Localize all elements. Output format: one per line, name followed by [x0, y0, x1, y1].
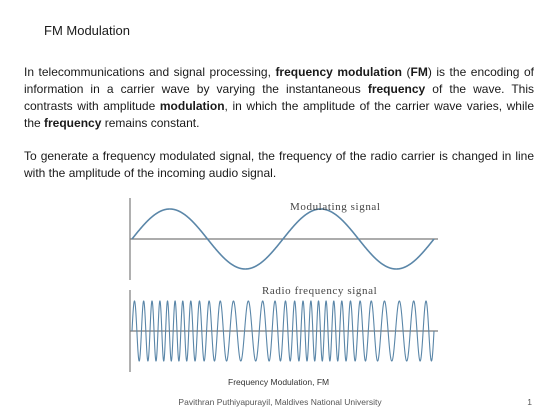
paragraph-text: remains constant. [101, 116, 200, 130]
figure-caption: Frequency Modulation, FM [228, 377, 330, 387]
footer-author: Pavithran Puthiyapurayil, Maldives National University [178, 397, 382, 407]
page-number: 1 [527, 397, 532, 407]
paragraph-text: of the wave. This contrasts with amplitude [24, 82, 534, 113]
slide-title: FM Modulation [44, 23, 130, 38]
fm-diagram-svg [128, 196, 442, 391]
bold-term: FM [410, 65, 428, 79]
paragraph-text: ) is the encoding of information in a carrier wave by varying the instantaneous [24, 65, 535, 96]
bold-term: frequency [44, 116, 102, 130]
paragraph-text: ( [401, 65, 411, 79]
paragraph-fm-definition [24, 64, 534, 132]
modulating-signal-label: Modulating signal [290, 201, 381, 213]
fm-diagram [128, 196, 442, 391]
radio-frequency-signal-label: Radio frequency signal [262, 285, 378, 297]
paragraph-fm-generation: To generate a frequency modulated signal, the frequency of the radio carrier is changed in line with the amplitude of the incoming audio signal. [24, 149, 534, 180]
bold-term: modulation [159, 99, 225, 113]
bold-term: frequency [367, 82, 426, 96]
paragraph-text: In telecommunications and signal processing, [24, 65, 276, 79]
paragraph-text: , in which the amplitude of the carrier wave varies, while the [24, 99, 534, 130]
bold-term: frequency modulation [275, 65, 402, 79]
